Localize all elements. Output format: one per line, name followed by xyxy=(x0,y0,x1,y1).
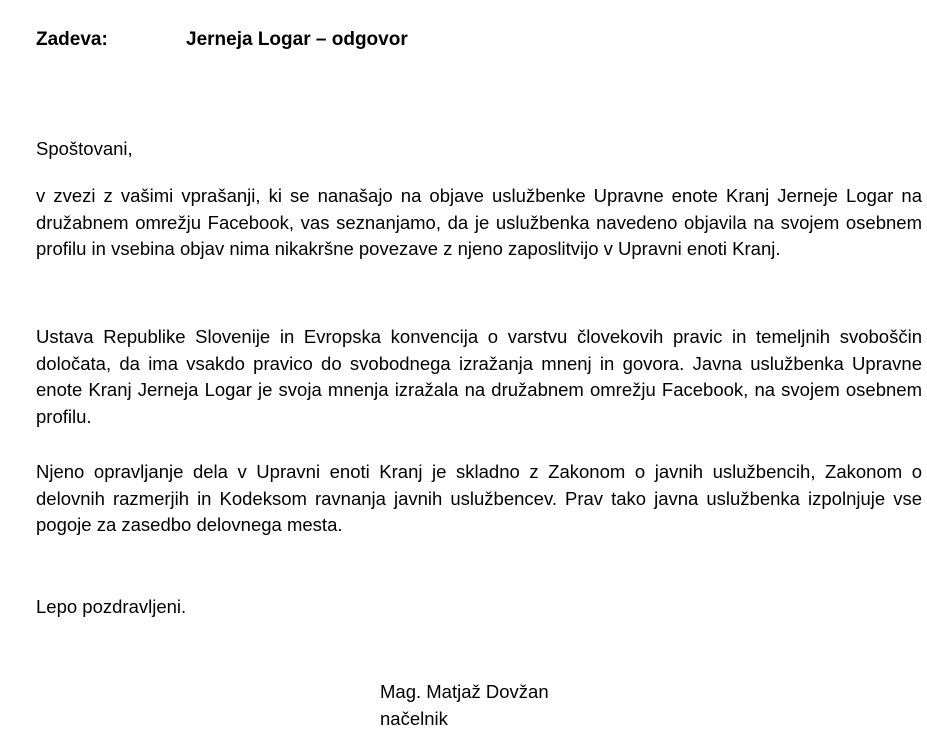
subject-line xyxy=(36,29,408,51)
paragraph-3: Njeno opravljanje dela v Upravni enoti Kranj je skladno z Zakonom o javnih uslužbencih, Zakonom o delovnih razmerjih in Kodeksom ravnanja javnih uslužbencev. Prav tako javna uslužbenka izpolnjuje vse pogoje za zasedbo delovnega mesta. xyxy=(36,461,922,535)
subject-label: Zadeva: xyxy=(36,29,108,50)
signature-block xyxy=(380,679,549,732)
subject-title: Jerneja Logar – odgovor xyxy=(186,29,408,50)
signature-name: Mag. Matjaž Dovžan xyxy=(380,681,549,702)
greeting: Spoštovani, xyxy=(36,138,133,159)
signature-position: načelnik xyxy=(380,707,448,729)
closing: Lepo pozdravljeni. xyxy=(36,596,187,617)
paragraph-1: v zvezi z vašimi vprašanji, ki se nanašajo na objave uslužbenke Upravne enote Kranj Jerneje Logar na družabnem omrežju Facebook, vas seznanjamo, da je uslužbenka navedeno objavila na svojem osebnem profilu in vsebina objav nima nikakršne povezave z njeno zaposlitvijo v Upravni enoti Kranj. xyxy=(36,185,922,259)
paragraph-2: Ustava Republike Slovenije in Evropska konvencija o varstvu človekovih pravic in temeljnih svoboščin določata, da ima vsakdo pravico do svobodnega izražanja mnenj in govora. Javna uslužbenka Upravne enote Kranj Jerneja Logar je svoja mnenja izražala na družabnem omrežju Facebook, na svojem osebnem profilu. xyxy=(36,326,922,427)
